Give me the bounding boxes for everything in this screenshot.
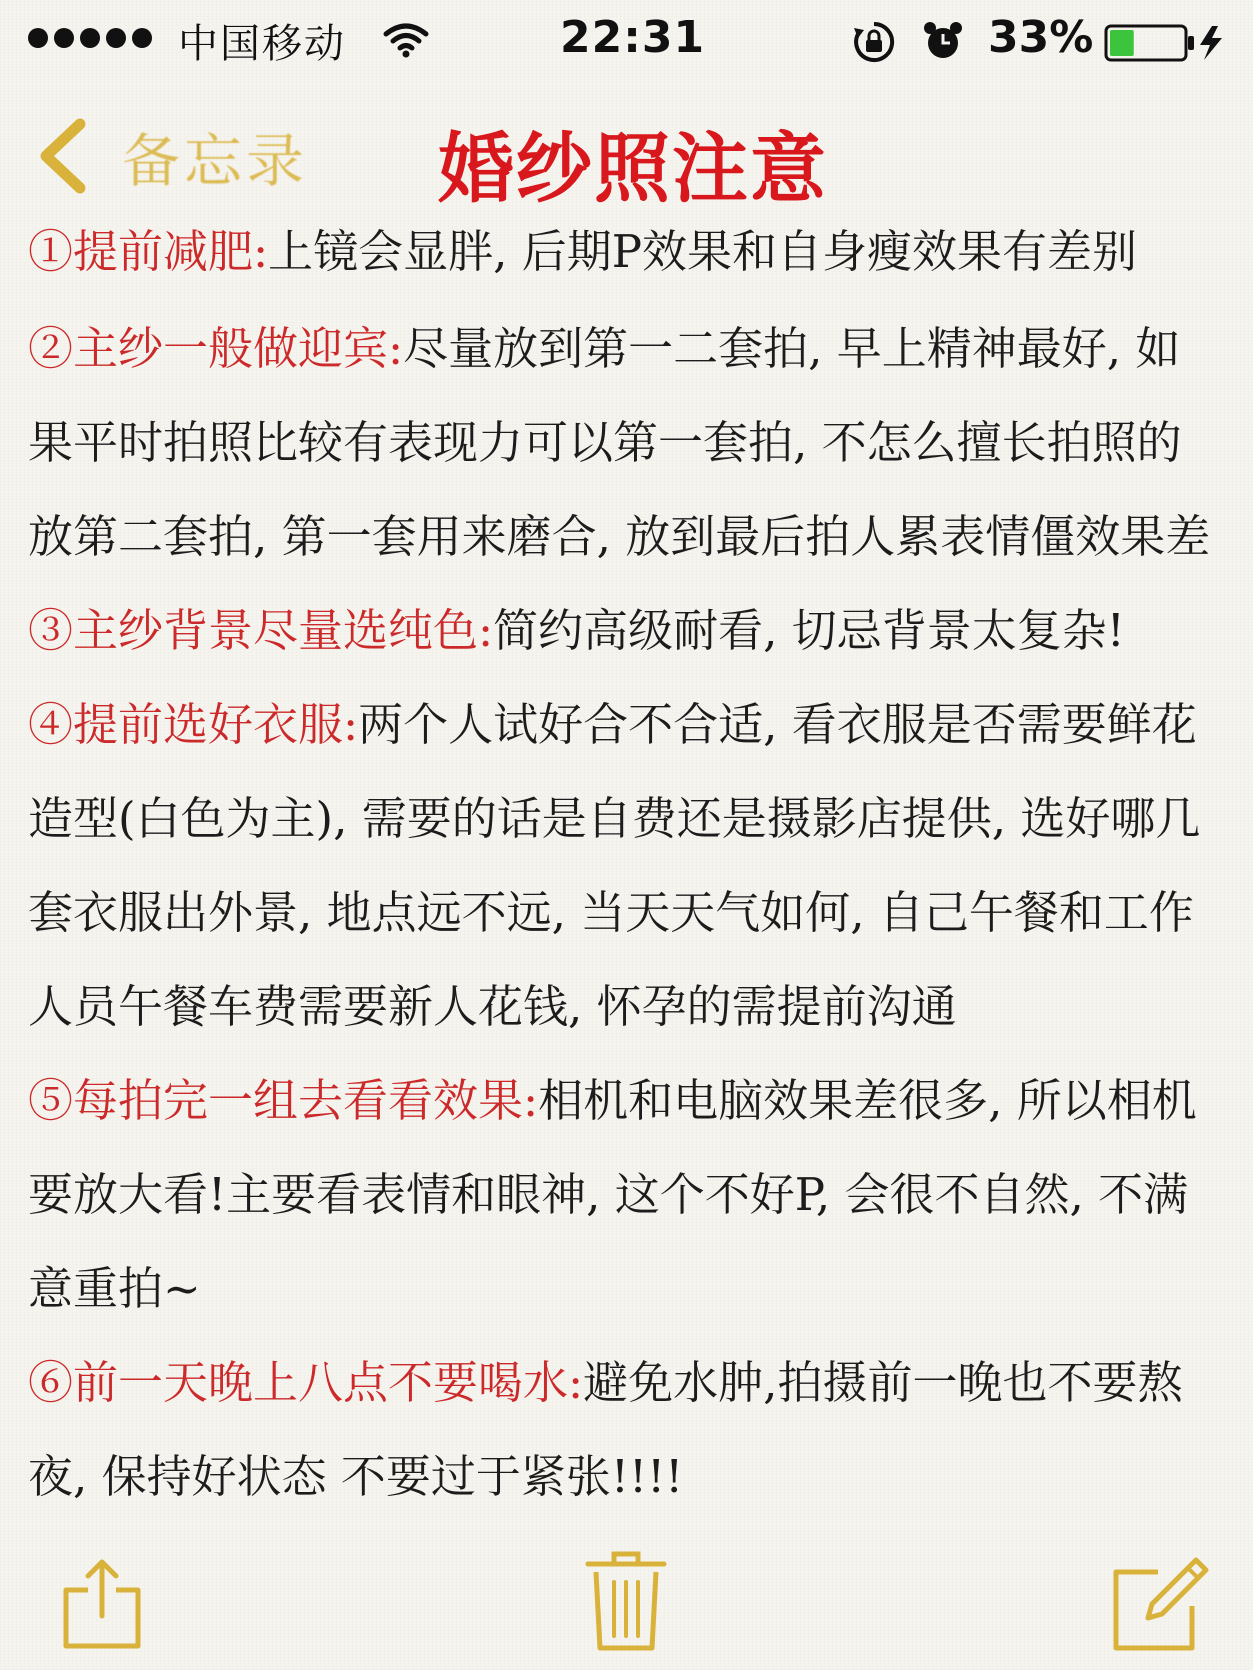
note-line [28, 302, 1228, 396]
rotation-lock-icon [852, 20, 896, 64]
battery-charging-icon [1104, 24, 1230, 62]
note-line [28, 584, 1228, 678]
back-label: 备忘录 [122, 127, 309, 195]
item-heading: ④提前选好衣服: [28, 698, 359, 751]
battery-level-fill [1110, 30, 1134, 56]
clock: 22:31 [560, 12, 706, 63]
item-text: 上镜会显胖, 后期P效果和自身瘦效果有差别 [268, 225, 1138, 278]
note-line [28, 1148, 1228, 1242]
note-line [28, 1242, 1228, 1336]
note-line [28, 210, 1228, 302]
battery-percentage: 33% [988, 12, 1094, 63]
note-line [28, 678, 1228, 772]
note-title: 婚纱照注意 [438, 124, 828, 213]
item-text: 两个人试好合不合适, 看衣服是否需要鲜花 [358, 698, 1197, 751]
note-line [28, 396, 1228, 490]
item-text: 要放大看!主要看表情和眼神, 这个不好P, 会很不自然, 不满 [28, 1168, 1189, 1221]
note-line [28, 1054, 1228, 1148]
item-text: 夜, 保持好状态 不要过于紧张!!!! [28, 1450, 684, 1503]
trash-icon[interactable] [584, 1548, 668, 1654]
note-line [28, 490, 1228, 584]
item-heading: ⑤每拍完一组去看看效果: [28, 1074, 539, 1127]
item-text: 人员午餐车费需要新人花钱, 怀孕的需提前沟通 [28, 980, 957, 1033]
share-icon[interactable] [60, 1556, 144, 1652]
note-line [28, 960, 1228, 1054]
item-text: 果平时拍照比较有表现力可以第一套拍, 不怎么擅长拍照的 [28, 416, 1182, 469]
item-text: 尽量放到第一二套拍, 早上精神最好, 如 [403, 322, 1181, 375]
compose-icon[interactable] [1110, 1552, 1210, 1654]
status-bar [0, 0, 1253, 84]
alarm-icon [922, 20, 964, 62]
item-heading: ②主纱一般做迎宾: [28, 322, 404, 375]
bottom-toolbar [0, 1540, 1253, 1670]
signal-strength-icon [28, 28, 152, 48]
note-line [28, 1336, 1228, 1430]
item-heading: ③主纱背景尽量选纯色: [28, 604, 494, 657]
back-button[interactable] [36, 114, 336, 198]
note-line [28, 866, 1228, 960]
carrier-name: 中国移动 [178, 21, 346, 67]
item-text: 放第二套拍, 第一套用来磨合, 放到最后拍人累表情僵效果差 [28, 510, 1211, 563]
note-line [28, 772, 1228, 866]
item-text: 避免水肿,拍摄前一晚也不要熬 [583, 1356, 1183, 1409]
wifi-icon [382, 22, 430, 58]
note-body[interactable] [28, 210, 1228, 1524]
navigation-bar [0, 100, 1253, 213]
item-text: 造型(白色为主), 需要的话是自费还是摄影店提供, 选好哪几 [28, 792, 1201, 845]
item-text: 相机和电脑效果差很多, 所以相机 [538, 1074, 1197, 1127]
item-text: 意重拍~ [28, 1262, 201, 1315]
note-line [28, 1430, 1228, 1524]
chevron-left-icon [36, 118, 92, 194]
item-heading: ⑥前一天晚上八点不要喝水: [28, 1356, 584, 1409]
item-heading: ①提前减肥: [28, 225, 269, 278]
item-text: 简约高级耐看, 切忌背景太复杂! [493, 604, 1125, 657]
item-text: 套衣服出外景, 地点远不远, 当天天气如何, 自己午餐和工作 [28, 886, 1194, 939]
